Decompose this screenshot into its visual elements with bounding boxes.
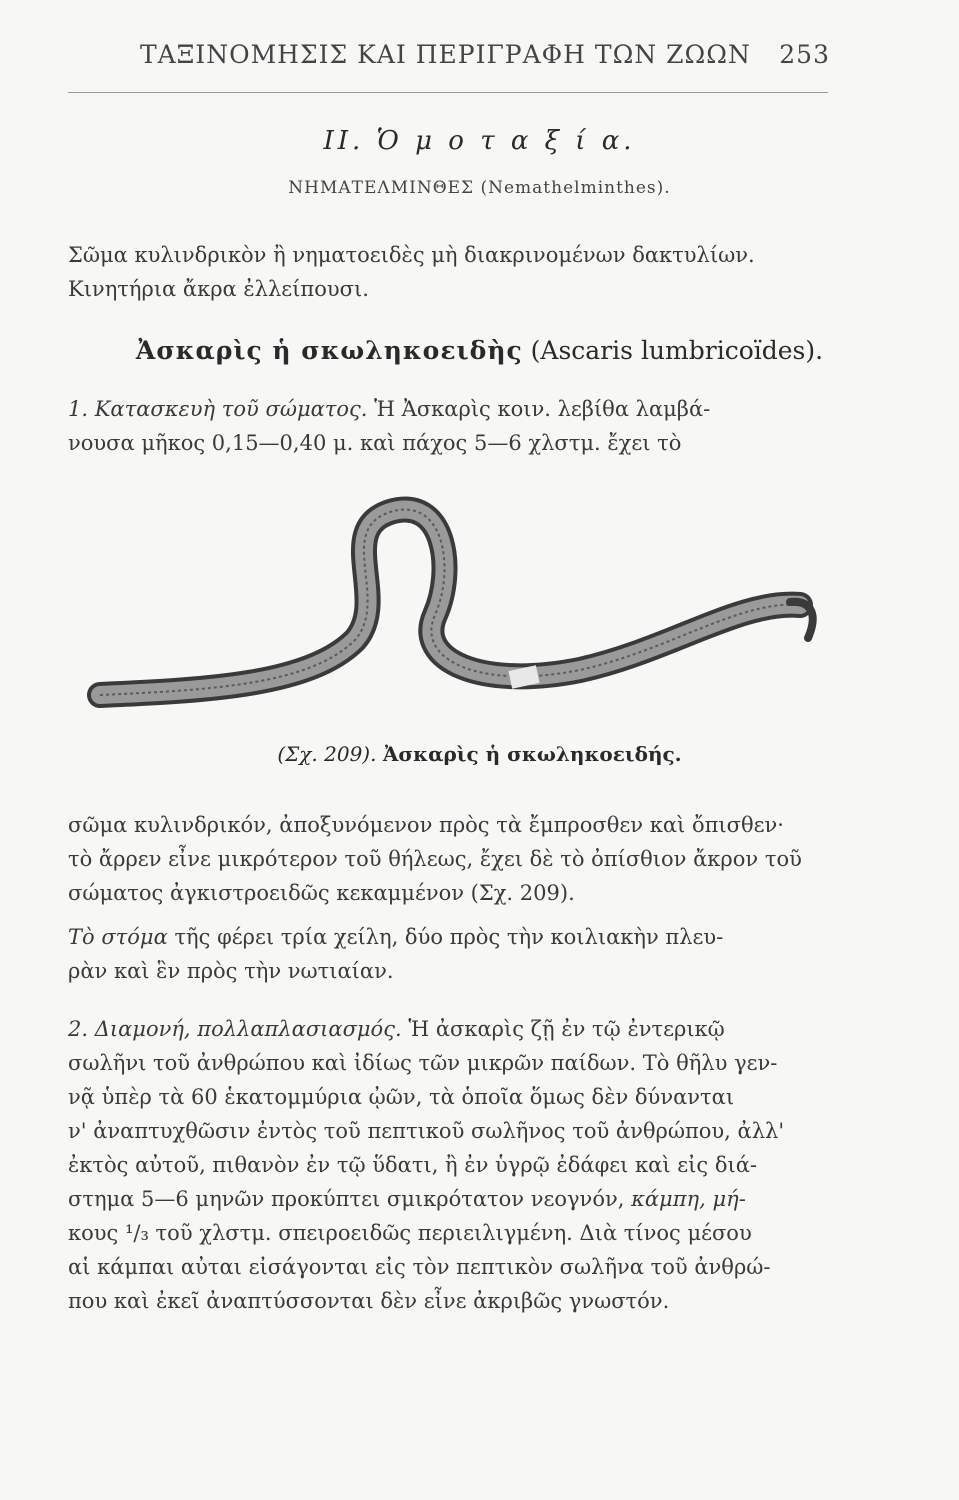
- paragraph-label: Τὸ στόμα: [68, 925, 168, 949]
- text-line: τὸ ἄρρεν εἶνε μικρότερον τοῦ θήλεως, ἔχει δὲ τὸ ὀπίσθιον ἄκρον τοῦ: [68, 847, 802, 871]
- text-line: αἱ κάμπαι αὐται εἰσάγονται εἰς τὸν πεπτικὸν σωλῆνα τοῦ ἀνθρώ-: [68, 1255, 771, 1279]
- running-header: [140, 40, 830, 69]
- intro-paragraph: [68, 238, 840, 306]
- species-name-greek: Ἀσκαρὶς ἡ σκωληκοειδὴς: [135, 336, 523, 365]
- figure-number: (Σχ. 209).: [277, 742, 377, 766]
- ascaris-illustration: [60, 490, 840, 720]
- paragraph-text: τῆς φέρει τρία χείλη, δύο πρὸς τὴν κοιλιακὴν πλευ-: [174, 925, 724, 949]
- text-line: ρὰν καὶ ἓν πρὸς τὴν νωτιαίαν.: [68, 959, 394, 983]
- paragraph-habitat: [68, 1012, 840, 1318]
- header-rule: [68, 92, 828, 93]
- paragraph-mouth: [68, 920, 840, 988]
- roundworm-drawing: [60, 490, 840, 720]
- paragraph-text: Ἡ Ἀσκαρὶς κοιν. λεβίθα λαμβά-: [374, 397, 711, 421]
- text-line: σώματος ἀγκιστροειδῶς κεκαμμένον (Σχ. 209).: [68, 881, 575, 905]
- paragraph-structure: [68, 392, 840, 460]
- term-kampi: κάμπη,: [631, 1187, 706, 1211]
- text-line: νουσα μῆκος 0,15—0,40 μ. καὶ πάχος 5—6 χλστμ. ἔχει τὸ: [68, 431, 682, 455]
- text-line: κους ¹/₃ τοῦ χλστμ. σπειροειδῶς περιειλιγμένη. Διὰ τίνος μέσου: [68, 1221, 752, 1245]
- text-line: σῶμα κυλινδρικόν, ἀποξυνόμενον πρὸς τὰ ἔμπροσθεν καὶ ὄπισθεν·: [68, 813, 784, 837]
- text-line: σωλῆνι τοῦ ἀνθρώπου καὶ ἰδίως τῶν μικρῶν παίδων. Τὸ θῆλυ γεν-: [68, 1051, 778, 1075]
- section-title: ΙΙ. Ὁ μ ο τ α ξ ί α.: [323, 126, 636, 156]
- section-subtitle: ΝΗΜΑΤΕΛΜΙΝΘΕΣ (Nemathelminthes).: [288, 178, 671, 198]
- paragraph-text: Ἡ ἀσκαρὶς ζῇ ἐν τῷ ἐντερικῷ: [408, 1017, 725, 1041]
- text-line: νᾷ ὑπὲρ τὰ 60 ἑκατομμύρια ᾠῶν, τὰ ὁποῖα ὅμως δὲν δύνανται: [68, 1085, 735, 1109]
- text-line: [68, 392, 840, 426]
- paragraph-label: 1. Κατασκευὴ τοῦ σώματος.: [68, 397, 368, 421]
- figure-caption: [0, 742, 959, 766]
- text-line: που καὶ ἐκεῖ ἀναπτύσσονται δὲν εἶνε ἀκριβῶς γνωστόν.: [68, 1289, 670, 1313]
- figure-caption-text: Ἀσκαρὶς ἡ σκωληκοειδής.: [382, 742, 682, 766]
- text-line: [68, 920, 840, 954]
- text-line: ν' ἀναπτυχθῶσιν ἐντὸς τοῦ πεπτικοῦ σωλῆνος τοῦ ἀνθρώπου, ἀλλ': [68, 1119, 785, 1143]
- text-line: [68, 1182, 840, 1216]
- text-line: ἐκτὸς αὐτοῦ, πιθανὸν ἐν τῷ ὕδατι, ἢ ἐν ὑγρῷ ἐδάφει καὶ εἰς διά-: [68, 1153, 757, 1177]
- paragraph-text: στημα 5—6 μηνῶν προκύπτει σμικρότατον νεογνόν,: [68, 1187, 625, 1211]
- text-line: Κινητήρια ἄκρα ἐλλείπουσι.: [68, 277, 369, 301]
- running-title: ΤΑΞΙΝΟΜΗΣΙΣ ΚΑΙ ΠΕΡΙΓΡΑΦΗ ΤΩΝ ΖΩΩΝ: [140, 40, 751, 69]
- text-line: Σῶμα κυλινδρικὸν ἢ νηματοειδὲς μὴ διακρινομένων δακτυλίων.: [68, 243, 755, 267]
- paragraph-label: 2. Διαμονή, πολλαπλασιασμός.: [68, 1017, 402, 1041]
- page-number: 253: [779, 40, 830, 69]
- term-mikous: μή-: [712, 1187, 746, 1211]
- species-heading: [0, 336, 959, 365]
- species-name-latin: (Ascaris lumbricoïdes).: [530, 336, 824, 365]
- text-line: [68, 1012, 840, 1046]
- paragraph-body-description: [68, 808, 840, 910]
